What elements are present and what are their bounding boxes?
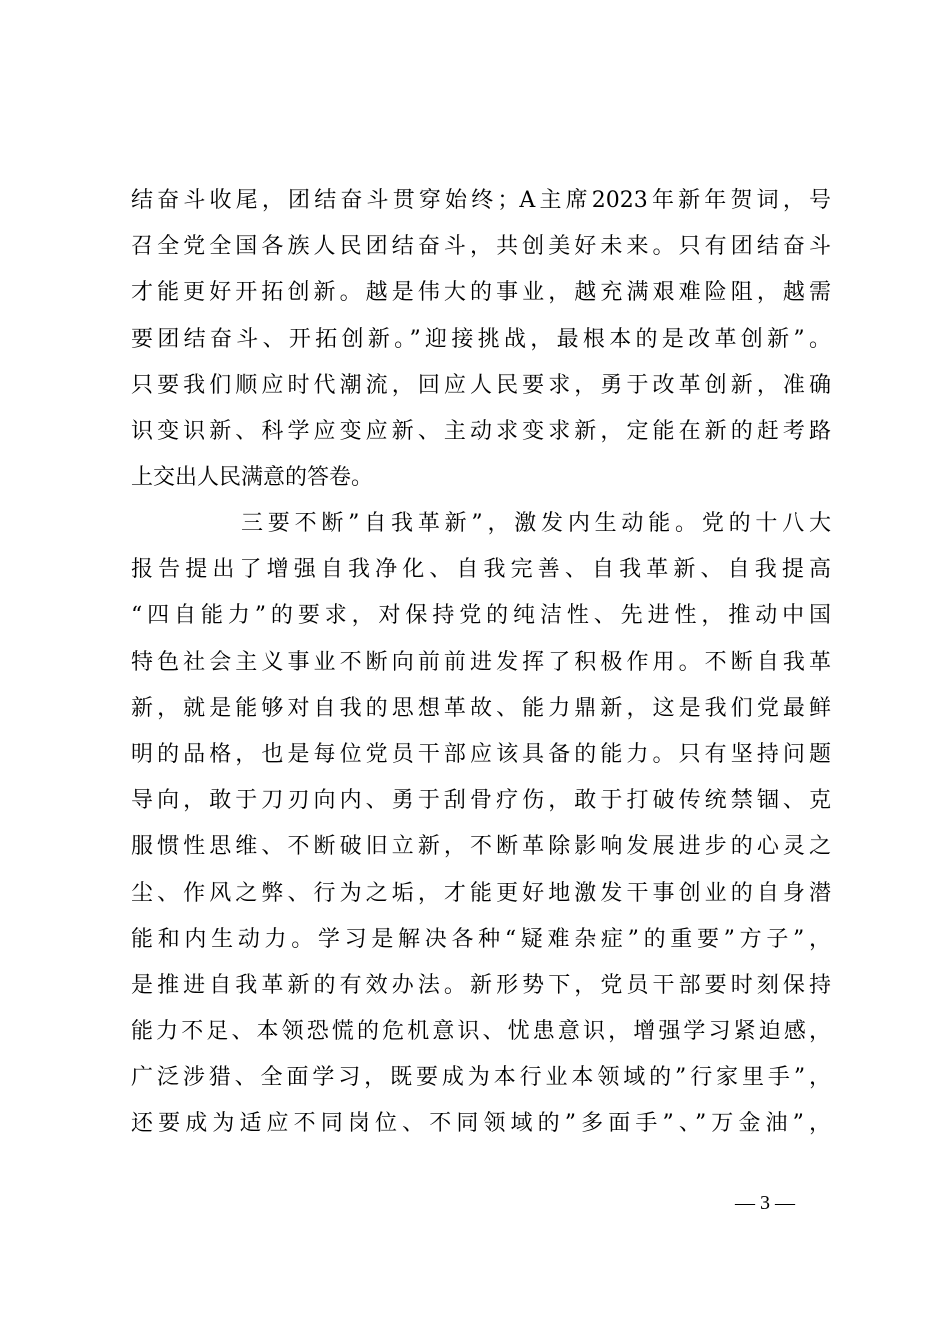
paragraph-continuation: [131, 178, 831, 501]
text-line: 还要成为适应不同岗位、不同领域的”多面手”、”万金油”，: [131, 1111, 831, 1137]
text-line: 是推进自我革新的有效办法。新形势下，党员干部要时刻保持: [131, 972, 831, 998]
text-line: 尘、作风之弊、行为之垢，才能更好地激发干事创业的自身潜: [131, 880, 831, 906]
text-line: 只要我们顺应时代潮流，回应人民要求，勇于改革创新，准确: [131, 372, 831, 398]
text-line: 服惯性思维、不断破旧立新，不断革除影响发展进步的心灵之: [131, 834, 831, 860]
text-line: 结奋斗收尾，团结奋斗贯穿始终；A主席2023年新年贺词，号: [131, 188, 831, 213]
text-line: 能和内生动力。学习是解决各种“疑难杂症”的重要”方子”，: [131, 926, 831, 952]
text-line: 要团结奋斗、开拓创新。”迎接挑战，最根本的是改革创新”。: [131, 326, 831, 352]
text-line: 能力不足、本领恐慌的危机意识、忧患意识，增强学习紧迫感，: [131, 1019, 831, 1045]
text-line: “四自能力”的要求，对保持党的纯洁性、先进性，推动中国: [131, 603, 831, 629]
text-line: 识变识新、科学应变应新、主动求变求新，定能在新的赶考路: [131, 418, 831, 444]
text-line: 明的品格，也是每位党员干部应该具备的能力。只有坚持问题: [131, 741, 831, 767]
text-line: 才能更好开拓创新。越是伟大的事业，越充满艰难险阻，越需: [131, 280, 831, 306]
text-line: 新，就是能够对自我的思想革故、能力鼎新，这是我们党最鲜: [131, 695, 831, 721]
text-line: 特色社会主义事业不断向前前进发挥了积极作用。不断自我革: [131, 649, 831, 675]
text-line: 报告提出了增强自我净化、自我完善、自我革新、自我提高: [131, 557, 831, 583]
text-line: 三要不断”自我革新”，激发内生动能。党的十八大: [241, 511, 831, 536]
page-number: — 3 —: [735, 1192, 795, 1214]
paragraph-self-renewal: [131, 501, 831, 1148]
text-line: 上交出人民满意的答卷。: [131, 465, 374, 491]
text-line: 导向，敢于刀刃向内、勇于刮骨疗伤，敢于打破传统禁锢、克: [131, 788, 831, 814]
text-line: 召全党全国各族人民团结奋斗，共创美好未来。只有团结奋斗: [131, 234, 831, 260]
text-line: 广泛涉猎、全面学习，既要成为本行业本领域的”行家里手”，: [131, 1065, 831, 1091]
